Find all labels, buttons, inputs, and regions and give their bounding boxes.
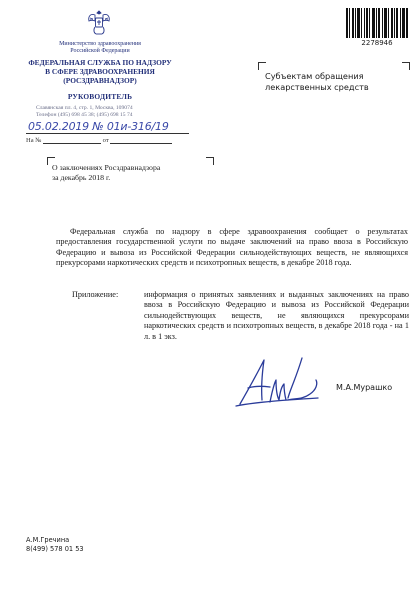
subject-line-2: за декабрь 2018 г.	[52, 173, 111, 182]
addressee	[265, 71, 405, 93]
ministry-line-2: Российской Федерации	[70, 48, 130, 54]
address-line-1: Славянская пл. 4, стр. 1, Москва, 109074	[36, 105, 133, 111]
reference-line	[26, 137, 172, 144]
signatory-name: М.А.Мурашко	[336, 383, 393, 392]
executor-info	[26, 536, 84, 554]
ref-label-from: от	[102, 137, 109, 144]
coat-of-arms-icon	[86, 8, 112, 38]
ref-date-blank	[110, 143, 172, 144]
addressee-corner-top-right	[402, 62, 410, 70]
addressee-corner-top-left	[258, 62, 266, 70]
subject	[52, 163, 212, 183]
agency-line-2: В СФЕРЕ ЗДРАВООХРАНЕНИЯ	[45, 67, 155, 76]
agency-name	[20, 58, 180, 85]
head-title: РУКОВОДИТЕЛЬ	[67, 92, 133, 101]
barcode-number: 2278946	[361, 39, 393, 47]
barcode-icon	[346, 8, 408, 38]
agency-line-1: ФЕДЕРАЛЬНАЯ СЛУЖБА ПО НАДЗОРУ	[28, 58, 172, 67]
agency-line-3: (РОСЗДРАВНАДЗОР)	[63, 76, 137, 85]
subject-line-1: О заключениях Росздравнадзора	[52, 163, 161, 172]
addressee-line-2: лекарственных средств	[265, 82, 369, 92]
registration-underline	[26, 133, 189, 134]
agency-address	[36, 105, 186, 119]
address-line-2: Телефон (495) 698 45 38; (495) 698 15 74	[36, 112, 133, 118]
executor-name: А.М.Гречина	[26, 536, 70, 544]
executor-phone: 8(499) 578 01 53	[26, 545, 84, 553]
ministry-name	[20, 41, 180, 55]
registration-number: 05.02.2019 № 01и-316/19	[28, 120, 169, 133]
signature-image	[226, 350, 344, 410]
addressee-line-1: Субъектам обращения	[265, 71, 364, 81]
ref-label-no: На №	[26, 137, 42, 144]
ref-number-blank	[43, 143, 101, 144]
ministry-line-1: Министерство здравоохранения	[59, 41, 141, 47]
attachment-label: Приложение:	[72, 290, 119, 299]
body-paragraph: Федеральная служба по надзору в сфере здравоохранения сообщает о результатах предоставления государственной услуги по выдаче заключений на право ввоза в Российскую Федерацию и вывоза из Российской Федерации сильнодействующих веществ, не являющихся прекурсорами наркотических средств и психотропных веществ, в декабре 2018 года.	[56, 227, 408, 268]
attachment-text: информация о принятых заявлениях и выданных заключениях на право ввоза в Российскую Федерацию и вывоза из Российской Федерации сильнодействующих веществ, не являющихся прекурсорами наркотических средств и психотропных веществ, в декабре 2018 года - на 1 л. в 1 экз.	[144, 290, 409, 341]
